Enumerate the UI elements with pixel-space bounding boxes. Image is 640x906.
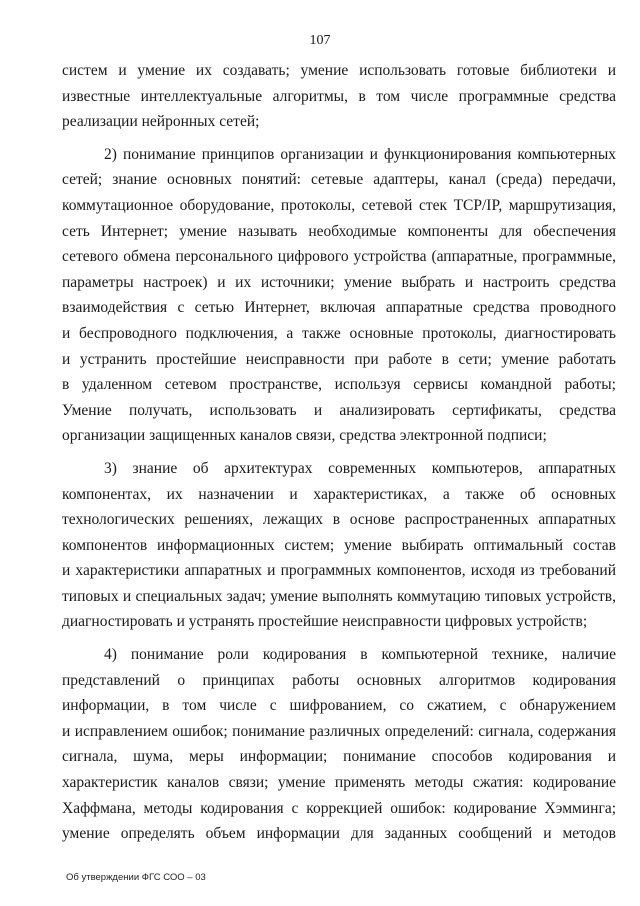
paragraph-item-2 — [62, 142, 616, 449]
text-line: организации защищенных каналов связи, средства электронной подписи; — [62, 427, 547, 445]
paragraph-item-4 — [62, 642, 616, 847]
text-line: 3) знание об архитектурах современных компьютеров, аппаратных — [104, 459, 616, 477]
text-line: и характеристики аппаратных и программных компонентов, исходя из требований — [62, 562, 616, 580]
text-line: сигнала, шума, меры информации; понимание способов кодирования и — [62, 748, 616, 766]
text-line: в удаленном сетевом пространстве, используя сервисы командной работы; — [62, 376, 616, 394]
text-line: технологических решениях, лежащих в основе распространенных аппаратных — [62, 511, 616, 529]
paragraph-continuation — [62, 58, 616, 135]
text-line: 4) понимание роли кодирования в компьютерной технике, наличие — [104, 646, 616, 664]
text-line: систем и умение их создавать; умение использовать готовые библиотеки и — [62, 62, 616, 79]
text-line: информации, в том числе с шифрованием, со сжатием, с обнаружением — [62, 697, 616, 715]
text-line: параметры настроек) и их источники; умение выбрать и настроить средства — [62, 273, 616, 291]
text-line: компонентах, их назначении и характеристиках, а также об основных — [62, 485, 616, 503]
text-line: представлений о принципах работы основных алгоритмов кодирования — [62, 671, 616, 689]
text-line: сеть Интернет; умение называть необходимые компоненты для обеспечения — [62, 222, 616, 240]
footer-note: Об утверждении ФГС СОО – 03 — [66, 872, 206, 883]
text-line: характеристик каналов связи; умение применять методы сжатия: кодирование — [62, 774, 616, 792]
text-line: Хаффмана, методы кодирования с коррекцией ошибок: кодирование Хэмминга; — [62, 799, 616, 817]
text-line: умение определять объем информации для заданных сообщений и методов — [62, 825, 616, 843]
text-line: Умение получать, использовать и анализировать сертификаты, средства — [62, 401, 616, 419]
paragraph-item-3 — [62, 456, 616, 635]
body-text — [62, 58, 616, 847]
text-line: и беспроводного подключения, а также основные протоколы, диагностировать — [62, 324, 616, 342]
text-line: и устранить простейшие неисправности при работе в сети; умение работать — [62, 350, 616, 368]
text-line: типовых и специальных задач; умение выполнять коммутацию типовых устройств, — [62, 587, 616, 605]
text-line: 2) понимание принципов организации и функционирования компьютерных — [104, 145, 616, 163]
page-number: 107 — [309, 33, 331, 48]
text-line: сетей; знание основных понятий: сетевые адаптеры, канал (среда) передачи, — [62, 171, 616, 189]
text-line: коммутационное оборудование, протоколы, сетевой стек TCP/IP, маршрутизация, — [62, 196, 616, 214]
text-line: компонентов информационных систем; умение выбирать оптимальный состав — [62, 536, 616, 554]
text-line: реализации нейронных сетей; — [62, 113, 260, 131]
text-line: диагностировать и устранять простейшие неисправности цифровых устройств; — [62, 613, 588, 631]
text-line: известные интеллектуальные алгоритмы, в том числе программные средства — [62, 87, 616, 105]
text-line: сетевого обмена персонального цифрового устройства (аппаратные, программные, — [62, 248, 616, 266]
text-line: взаимодействия с сетью Интернет, включая аппаратные средства проводного — [62, 299, 616, 317]
text-line: и исправлением ошибок; понимание различных определений: сигнала, содержания — [62, 722, 616, 740]
